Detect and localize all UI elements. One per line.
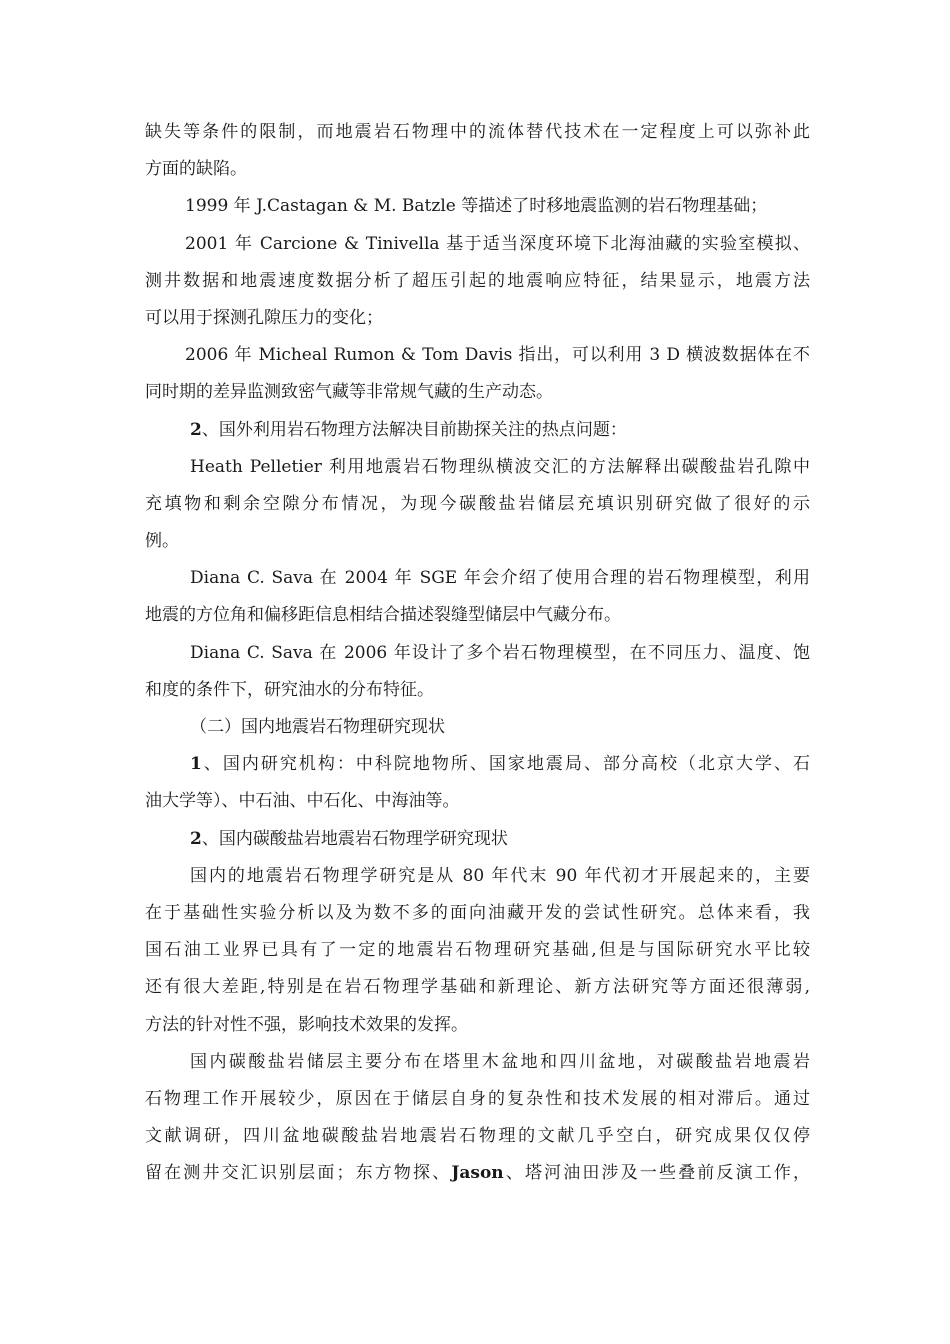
text-line: 1999 年 J.Castagan & M. Batzle 等描述了时移地震监测的岩石物理基础；: [185, 196, 768, 217]
text-line: 石物理工作开展较少，原因在于储层自身的复杂性和技术发展的相对滞后。通过: [145, 1088, 810, 1109]
text-line: 方法的针对性不强，影响技术效果的发挥。: [145, 1014, 468, 1035]
text-line: 国石油工业界已具有了一定的地震岩石物理研究基础,但是与国际研究水平比较: [145, 940, 810, 961]
text-line: 国内的地震岩石物理学研究是从 80 年代末 90 年代初才开展起来的，主要: [190, 865, 810, 886]
text-line: Diana C. Sava 在 2006 年设计了多个岩石物理模型，在不同压力、温度、饱: [190, 642, 810, 663]
text-line: 2、国内碳酸盐岩地震岩石物理学研究现状: [190, 828, 508, 849]
text-line: 同时期的差异监测致密气藏等非常规气藏的生产动态。: [145, 382, 553, 403]
text-line: 例。: [145, 531, 179, 552]
text-line: 国内碳酸盐岩储层主要分布在塔里木盆地和四川盆地，对碳酸盐岩地震岩: [190, 1051, 810, 1072]
text-line: 和度的条件下，研究油水的分布特征。: [145, 679, 434, 700]
text-line: 测井数据和地震速度数据分析了超压引起的地震响应特征，结果显示，地震方法: [145, 270, 810, 291]
text-line: 方面的缺陷。: [145, 159, 247, 180]
document-body: [145, 114, 810, 1192]
text-line: 还有很大差距,特别是在岩石物理学基础和新理论、新方法研究等方面还很薄弱,: [145, 977, 810, 998]
text-line: Diana C. Sava 在 2004 年 SGE 年会介绍了使用合理的岩石物理模型，利用: [190, 568, 810, 589]
text-line: 2001 年 Carcione & Tinivella 基于适当深度环境下北海油藏的实验室模拟、: [185, 233, 810, 254]
text-line: 2006 年 Micheal Rumon & Tom Davis 指出，可以利用 3 D 横波数据体在不: [185, 345, 810, 366]
text-line: 留在测井交汇识别层面；东方物探、Jason、塔河油田涉及一些叠前反演工作，: [145, 1163, 811, 1184]
text-line: 1、国内研究机构：中科院地物所、国家地震局、部分高校（北京大学、石: [190, 754, 810, 775]
text-line: 地震的方位角和偏移距信息相结合描述裂缝型储层中气藏分布。: [145, 605, 621, 626]
text-line: 充填物和剩余空隙分布情况，为现今碳酸盐岩储层充填识别研究做了很好的示: [145, 493, 810, 514]
text-line: 可以用于探测孔隙压力的变化；: [145, 307, 383, 328]
text-line: （二）国内地震岩石物理研究现状: [190, 717, 445, 737]
text-line: 文献调研，四川盆地碳酸盐岩地震岩石物理的文献几乎空白，研究成果仅仅停: [145, 1126, 810, 1147]
text-line: Heath Pelletier 利用地震岩石物理纵横波交汇的方法解释出碳酸盐岩孔隙中: [190, 456, 810, 477]
text-line: 油大学等）、中石油、中石化、中海油等。: [145, 791, 460, 812]
text-line: 缺失等条件的限制，而地震岩石物理中的流体替代技术在一定程度上可以弥补此: [145, 122, 810, 142]
text-line: 2、国外利用岩石物理方法解决目前勘探关注的热点问题：: [190, 419, 627, 440]
text-line: 在于基础性实验分析以及为数不多的面向油藏开发的尝试性研究。总体来看，我: [145, 902, 810, 923]
